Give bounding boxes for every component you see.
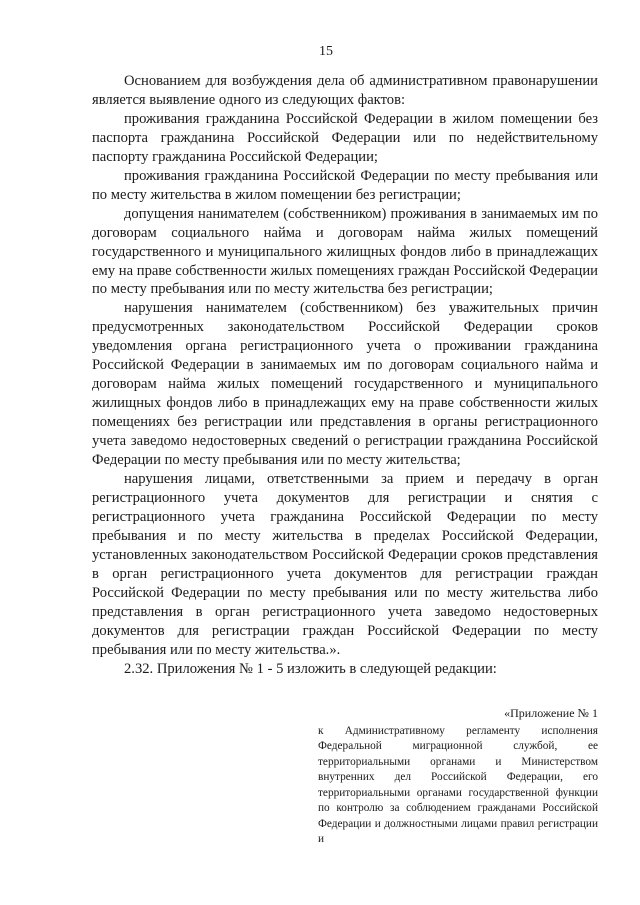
paragraph-no-registration: проживания гражданина Российской Федерации по месту пребывания или по месту жительства в жилом помещении без регистрации; [92,167,598,203]
paragraph-no-passport: проживания гражданина Российской Федерации в жилом помещении без паспорта гражданина Российской Федерации или по недействительному паспорту гражданина Российской Федерации; [92,110,598,165]
paragraph-landlord-violation: нарушения нанимателем (собственником) без уважительных причин предусмотренных законодательством Российской Федерации сроков уведомления органа регистрационного учета о проживании гражданина Российской Федерации в занимаемых им по договорам социального найма и договорам найма жилых помещений государственного и муниципального жилищных фондов либо в принадлежащих ему на праве собственности жилых помещениях без регистрации или представления в органы регистрационного учета заведомо недостоверных сведений о регистрации гражданина Российской Федерации по месту пребывания или по месту жительства; [92,300,598,469]
page-number: 15 [319,44,333,59]
appendix-header [318,706,598,848]
appendix-body: к Административному регламенту исполнения Федеральной миграционной службой, ее территориальными органами и Министерством внутренних дел Российской Федерации, его территориальными органами государственной функции по контролю за соблюдением гражданами Российской Федерации и должностными лицами правил регистрации и [318,724,598,845]
paragraph-clause-2-32: 2.32. Приложения № 1 - 5 изложить в следующей редакции: [124,660,497,677]
paragraph-landlord-allowing: допущения нанимателем (собственником) проживания в занимаемых им по договорам социального найма и договорам найма жилых помещений государственного и муниципального жилищных фондов либо в принадлежащих ему на праве собственности жилых помещениях граждан Российской Федерации по месту пребывания или по месту жительства без регистрации; [92,205,598,298]
paragraph-responsible-persons: нарушения лицами, ответственными за прием и передачу в орган регистрационного учета документов для регистрации и снятия с регистрационного учета гражданина Российской Федерации по месту пребывания и по месту жительства в пределах Российской Федерации, установленных законодательством Российской Федерации сроков представления в орган регистрационного учета документов для регистрации граждан Российской Федерации по месту пребывания или по месту жительства либо представления в орган регистрационного учета заведомо недостоверных документов для регистрации граждан Российской Федерации по месту пребывания или по месту жительства.». [92,471,598,658]
document-body [92,72,598,679]
paragraph-grounds: Основанием для возбуждения дела об административном правонарушении является выявление одного из следующих фактов: [92,73,598,108]
appendix-title: «Приложение № 1 [504,706,598,720]
